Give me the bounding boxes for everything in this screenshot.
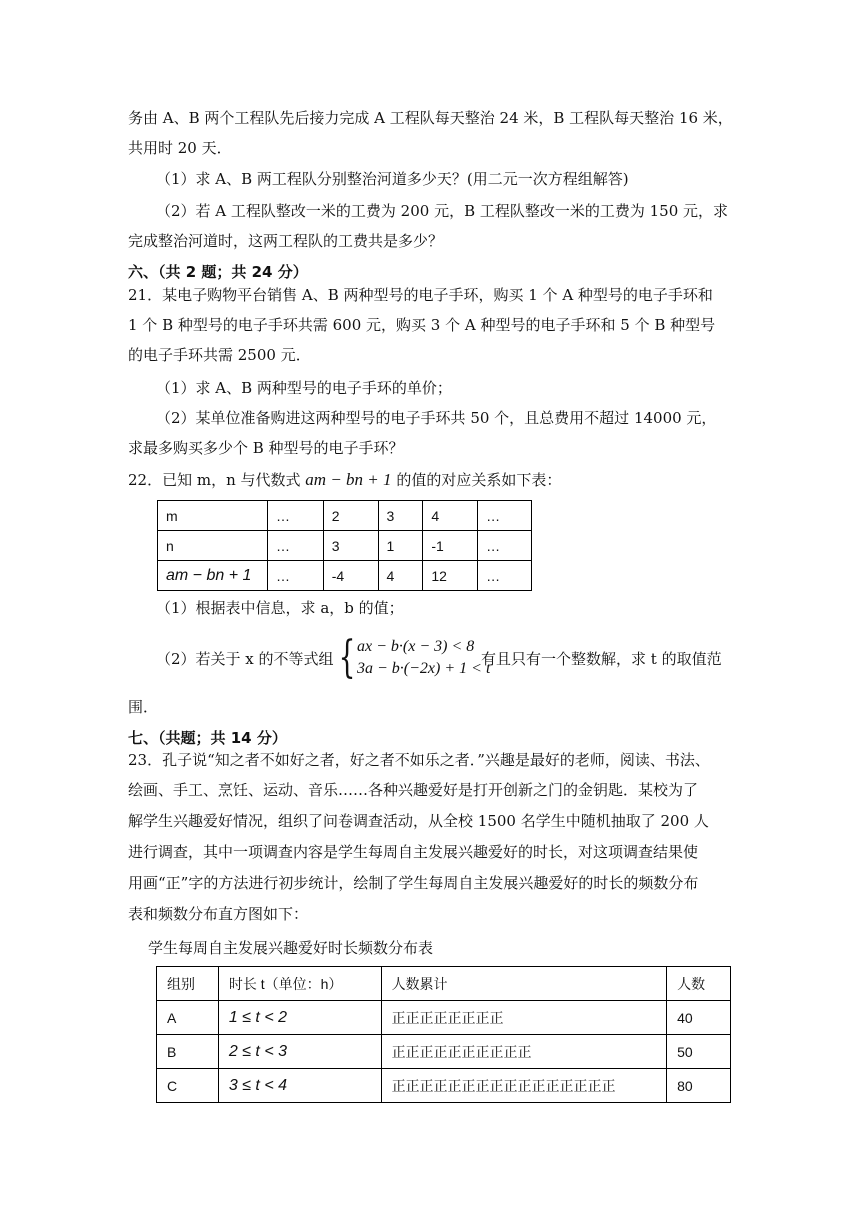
q22-intro bbox=[128, 469, 561, 491]
table-cell: am − bn + 1 bbox=[158, 561, 268, 591]
table-header-row bbox=[157, 967, 731, 1001]
table-cell: -4 bbox=[323, 561, 378, 591]
frequency-table bbox=[156, 966, 731, 1103]
q21-sub-2-line-2: 求最多购买多少个 B 种型号的电子手环？ bbox=[128, 439, 404, 457]
group-cell: B bbox=[157, 1035, 219, 1069]
table-cell: … bbox=[478, 531, 532, 561]
count-cell: 40 bbox=[667, 1001, 731, 1035]
section-7-heading: 七、（共题；共 14 分） bbox=[128, 729, 287, 747]
table-cell: m bbox=[158, 501, 268, 531]
q21-line-2: 1 个 B 种型号的电子手环共需 600 元，购买 3 个 A 种型号的电子手环和 5 个 B 种型号 bbox=[128, 316, 716, 334]
q20-line-1: 务由 A、B 两个工程队先后接力完成 A 工程队每天整治 24 米，B 工程队每天整治 16 米， bbox=[128, 109, 733, 127]
q20-line-2: 共用时 20 天． bbox=[128, 139, 232, 157]
q21-line-1: 21．某电子购物平台销售 A、B 两种型号的电子手环，购买 1 个 A 种型号的电子手环和 bbox=[128, 286, 713, 304]
table-cell: … bbox=[478, 501, 532, 531]
tally-cell: 正正正正正正正正 bbox=[381, 1001, 667, 1035]
q21-sub-1: （1）求 A、B 两种型号的电子手环的单价； bbox=[156, 379, 452, 397]
table-cell: -1 bbox=[423, 531, 478, 561]
table-row bbox=[157, 1035, 731, 1069]
header-duration: 时长 t（单位：h） bbox=[218, 967, 381, 1001]
table-cell: 3 bbox=[323, 531, 378, 561]
table-cell: … bbox=[267, 561, 323, 591]
duration-cell: 3 ≤ t < 4 bbox=[218, 1069, 381, 1103]
table-row bbox=[157, 1069, 731, 1103]
header-group: 组别 bbox=[157, 967, 219, 1001]
q23-line-6: 表和频数分布直方图如下： bbox=[128, 905, 309, 923]
q23-line-3: 解学生兴趣爱好情况，组织了问卷调查活动，从全校 1500 名学生中随机抽取了 200 人 bbox=[128, 812, 709, 830]
q23-line-2: 绘画、手工、烹饪、运动、音乐……各种兴趣爱好是打开创新之门的金钥匙．某校为了 bbox=[128, 781, 699, 799]
inequality-2: 3a − b·(−2x) + 1 < t bbox=[357, 660, 491, 677]
table-cell: … bbox=[478, 561, 532, 591]
table-cell: … bbox=[267, 531, 323, 561]
q22-sub-2-a: （2）若关于 x 的不等式组 bbox=[156, 650, 334, 668]
table-cell: n bbox=[158, 531, 268, 561]
q22-intro-b: 的值的对应关系如下表： bbox=[396, 471, 562, 489]
table-cell: 2 bbox=[323, 501, 378, 531]
table-cell: … bbox=[267, 501, 323, 531]
q23-line-4: 进行调查，其中一项调查内容是学生每周自主发展兴趣爱好的时长，对这项调查结果使 bbox=[128, 843, 699, 861]
brace-icon: { bbox=[338, 632, 356, 683]
q20-sub-2-line-1: （2）若 A 工程队整改一米的工费为 200 元，B 工程队整改一米的工费为 150 元，求 bbox=[156, 202, 729, 220]
count-cell: 80 bbox=[667, 1069, 731, 1103]
q21-line-3: 的电子手环共需 2500 元． bbox=[128, 346, 311, 364]
q23-table-title: 学生每周自主发展兴趣爱好时长频数分布表 bbox=[148, 939, 434, 957]
q22-sub-1: （1）根据表中信息，求 a，b 的值； bbox=[156, 599, 404, 617]
duration-cell: 1 ≤ t < 2 bbox=[218, 1001, 381, 1035]
table-row bbox=[157, 1001, 731, 1035]
header-tally: 人数累计 bbox=[381, 967, 667, 1001]
q23-line-1: 23．孔子说“知之者不如好之者，好之者不如乐之者．”兴趣是最好的老师，阅读、书法、 bbox=[128, 751, 710, 769]
tally-cell: 正正正正正正正正正正正正正正正正 bbox=[381, 1069, 667, 1103]
q21-sub-2-line-1: （2）某单位准备购进这两种型号的电子手环共 50 个，且总费用不超过 14000 元， bbox=[156, 409, 717, 427]
section-6-heading: 六、（共 2 题；共 24 分） bbox=[128, 263, 308, 281]
q23-line-5: 用画“正”字的方法进行初步统计，绘制了学生每周自主发展兴趣爱好的时长的频数分布 bbox=[128, 874, 699, 892]
tally-cell: 正正正正正正正正正正 bbox=[381, 1035, 667, 1069]
header-count: 人数 bbox=[667, 967, 731, 1001]
q22-table-row-expr bbox=[158, 561, 532, 591]
table-cell: 4 bbox=[423, 501, 478, 531]
inequality-system bbox=[333, 632, 491, 683]
duration-cell: 2 ≤ t < 3 bbox=[218, 1035, 381, 1069]
table-cell: 3 bbox=[378, 501, 423, 531]
table-cell: 12 bbox=[423, 561, 478, 591]
q22-table-row-n bbox=[158, 531, 532, 561]
q22-intro-a: 22．已知 m，n 与代数式 bbox=[128, 471, 301, 489]
count-cell: 50 bbox=[667, 1035, 731, 1069]
q22-expression: am − bn + 1 bbox=[305, 470, 392, 489]
group-cell: C bbox=[157, 1069, 219, 1103]
q20-sub-2-line-2: 完成整治河道时，这两工程队的工费共是多少？ bbox=[128, 232, 444, 250]
inequality-1: ax − b·(x − 3) < 8 bbox=[357, 638, 475, 655]
table-cell: 1 bbox=[378, 531, 423, 561]
q22-sub-2-c: 围． bbox=[128, 698, 159, 716]
q22-sub-2-b: 有且只有一个整数解，求 t 的取值范 bbox=[481, 650, 722, 668]
q22-table-row-m bbox=[158, 501, 532, 531]
q22-table bbox=[157, 500, 532, 591]
table-cell: 4 bbox=[378, 561, 423, 591]
group-cell: A bbox=[157, 1001, 219, 1035]
q20-sub-1: （1）求 A、B 两工程队分别整治河道多少天？(用二元一次方程组解答) bbox=[156, 170, 629, 188]
